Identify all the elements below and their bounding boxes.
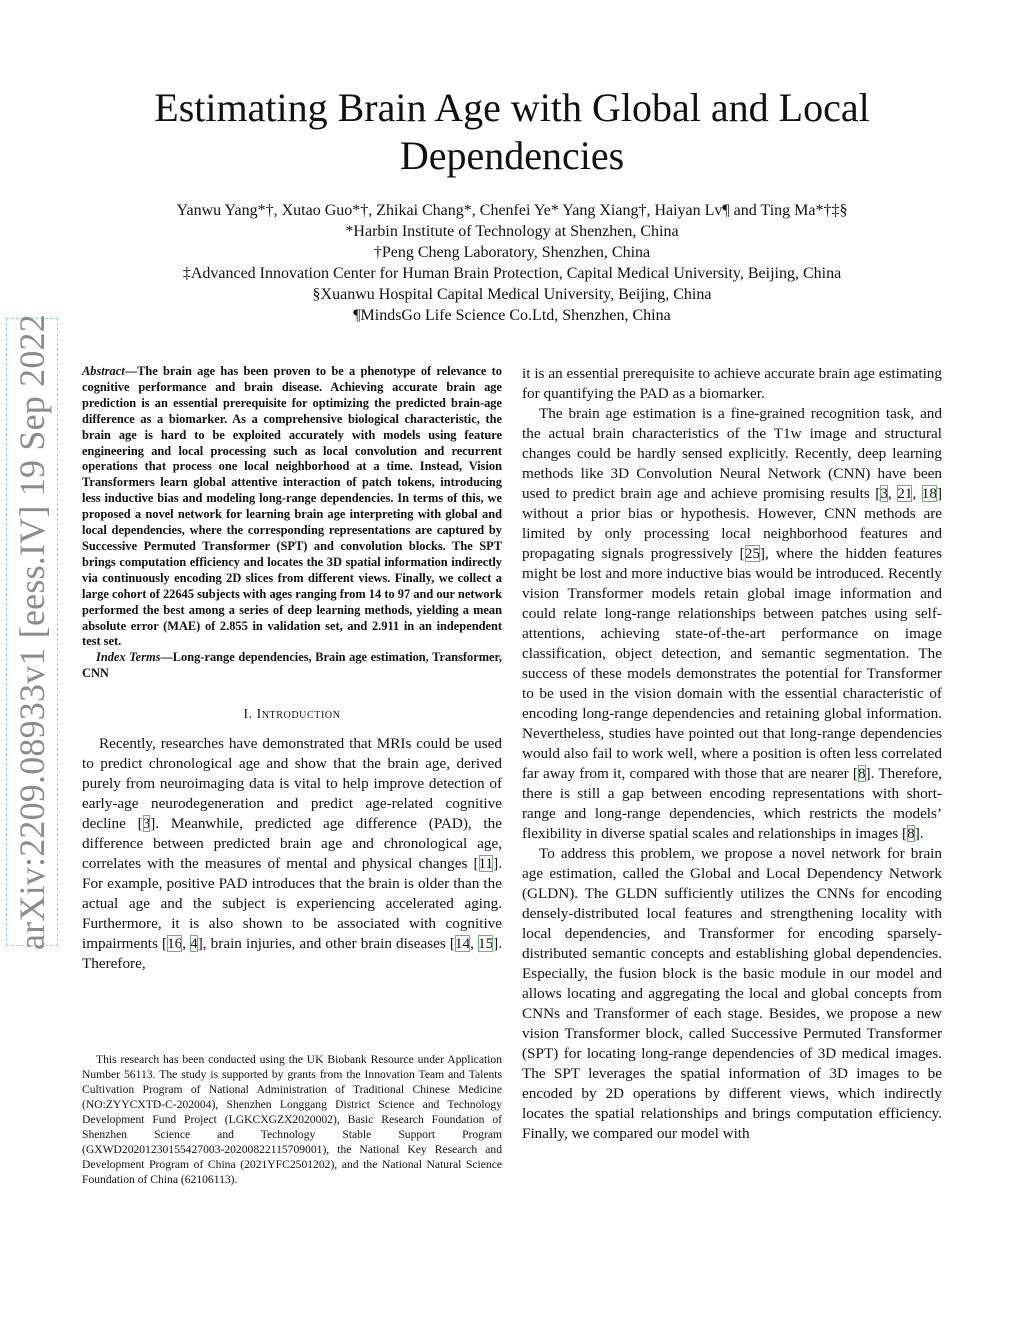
- paper-title: Estimating Brain Age with Global and Local Dependencies: [154, 85, 870, 178]
- citation-link[interactable]: 4: [190, 935, 198, 953]
- citation-link[interactable]: 11: [478, 855, 494, 873]
- citation-link[interactable]: 8: [907, 825, 915, 842]
- affiliation-2: †Peng Cheng Laboratory, Shenzhen, China: [373, 244, 651, 261]
- text-run: ], brain injuries, and other brain diseases [: [197, 935, 455, 953]
- authors-line: [90, 200, 934, 221]
- citation-link[interactable]: 16: [167, 935, 183, 953]
- text-run: ]. For example, positive PAD introduces that the brain is older than the actual age and the subject is experiencing accelerated aging. Furthermore, it is also shown to be associated with cognitive impairments [: [82, 855, 502, 953]
- text-run: ], where the hidden features might be lost and more inductive bias would be introduced. Recently vision Transformer models retain global image information and could relate long-range relationships between patches using self-attentions, achieving state-of-the-art performance on image classification, object detection, and semantic segmentation. The success of these models demonstrates the potential for Transformer to be used in the vision domain with the essential characteristic of encoding long-range dependencies and retaining global information. Nevertheless, studies have pointed out that long-range dependencies would also fail to work well, where a position is often less correlated far away from it, compared with those that are nearer [: [522, 545, 942, 782]
- text-run: ,: [470, 935, 478, 953]
- author-block: [90, 200, 934, 326]
- affiliation-5: ¶MindsGo Life Science Co.Ltd, Shenzhen, China: [353, 307, 671, 324]
- index-terms-label: Index Terms: [96, 650, 161, 665]
- intro-paragraph-3: To address this problem, we propose a novel network for brain age estimation, called the Global and Local Dependency Network (GLDN). The GLDN sufficiently utilizes the CNNs for encoding densely-distributed local features and strengthening locality with local dependencies, and Transformer for encoding sparsely-distributed semantic concepts and establishing global dependencies. Especially, the fusion block is the basic module in our model and allows locating and aggregating the local and global concepts from CNNs and Transformer of each stage. Besides, we propose a new vision Transformer block, called Successive Permuted Transformer (SPT) for locating long-range dependencies of 3D medical images. The SPT leverages the spatial information of 3D images to be encoded by 2D operations by different views, which indirectly locates the spatial relationships and brings computation efficiency. Finally, we compared our model with: [522, 845, 942, 1142]
- index-terms-text: —Long-range dependencies, Brain age estimation, Transformer, CNN: [82, 650, 502, 681]
- text-run: ]. Therefore, there is still a gap between encoding representations with short-range and long-range dependencies, which restricts the models’ flexibility in diverse spatial scales and relationships in images [: [522, 765, 942, 842]
- citation-link[interactable]: 25: [744, 545, 760, 562]
- abstract-label: Abstract: [82, 364, 125, 378]
- text-run: ,: [887, 485, 898, 502]
- authors-text: Yanwu Yang*†, Xutao Guo*†, Zhikai Chang*, Chenfei Ye* Yang Xiang†, Haiyan Lv¶ and Ting Ma*†‡§: [176, 202, 848, 219]
- index-terms: [82, 650, 502, 682]
- text-run: ,: [182, 935, 191, 953]
- affiliation-3: ‡Advanced Innovation Center for Human Brain Protection, Capital Medical University, Beijing, China: [182, 265, 842, 282]
- text-run: The brain age estimation is a fine-grained recognition task, and the actual brain characteristics of the T1w image and structural changes could be hardly sensed explicitly. Recently, deep learning methods like 3D Convolution Neural Network (CNN) have been used to predict brain age and achieve promising results [: [522, 405, 942, 502]
- citation-link[interactable]: 15: [477, 935, 494, 953]
- citation-link[interactable]: 3: [880, 485, 888, 502]
- affiliation-1: *Harbin Institute of Technology at Shenzhen, China: [345, 223, 679, 240]
- citation-link[interactable]: 3: [142, 815, 151, 833]
- right-column: [522, 364, 942, 1144]
- intro-paragraph-continued: it is an essential prerequisite to achieve accurate brain age estimating for quantifying the PAD as a biomarker.: [522, 365, 942, 402]
- affiliation-4: §Xuanwu Hospital Capital Medical University, Beijing, China: [312, 286, 712, 303]
- arxiv-identifier-sidebar[interactable]: [6, 314, 58, 950]
- section-heading-introduction: I. Introduction: [243, 706, 341, 722]
- text-run: ,: [912, 485, 922, 502]
- citation-link[interactable]: 14: [454, 935, 471, 953]
- citation-link[interactable]: 21: [897, 485, 913, 502]
- arxiv-identifier-text: arXiv:2209.08933v1 [eess.IV] 19 Sep 2022: [12, 314, 53, 950]
- citation-link[interactable]: 18: [921, 485, 937, 502]
- text-run: ] without a prior bias or hypothesis. However, CNN methods are limited by only processing local neighborhood features and propagating signals progressively [: [522, 485, 942, 562]
- abstract: [82, 364, 502, 650]
- abstract-text: —The brain age has been proven to be a phenotype of relevance to cognitive performance and brain disease. Achieving accurate brain age prediction is an essential prerequisite for optimizing the predicted brain-age difference as a biomarker. As a comprehensive biological characteristic, the brain age is hard to be exploited accurately with models using feature engineering and local processing such as local convolution and recurrent operations that process one local neighborhood at a time. Instead, Vision Transformers learn global attentive interaction of patch tokens, introducing less inductive bias and modeling long-range dependencies. In terms of this, we proposed a novel network for learning brain age interpreting with global and local dependencies, where the corresponding representations are captured by Successive Permuted Transformer (SPT) and convolution blocks. The SPT brings computation efficiency and locates the 3D spatial information indirectly via continuously encoding 2D slices from different views. Finally, we collect a large cohort of 22645 subjects with ages ranging from 14 to 97 and our network performed the best among a series of deep learning methods, yielding a mean absolute error (MAE) of 2.855 in validation set, and 2.911 in an independent test set.: [82, 364, 502, 649]
- intro-paragraph-2: [522, 404, 942, 844]
- left-column: [82, 364, 502, 974]
- intro-paragraph-1: [82, 734, 502, 974]
- citation-link[interactable]: 8: [857, 765, 866, 782]
- text-run: ]. Therefore,: [82, 935, 503, 973]
- text-run: Recently, researches have demonstrated that MRIs could be used to predict chronological age and show that the brain age, derived purely from neuroimaging data is vital to help improve detection of early-age neurodegeneration and predict age-related cognitive decline [: [82, 735, 502, 833]
- text-run: ].: [914, 825, 924, 842]
- footnote-funding: This research has been conducted using the UK Biobank Resource under Application Number 56113. The study is supported by grants from the Innovation Team and Talents Cultivation Program of National Administration of Traditional Chinese Medicine (NO:ZYYCXTD-C-202004), Shenzhen Longgang District Science and Technology Development Fund Project (LGKCXGZX2020002), Basic Research Foundation of Shenzhen Science and Technology Stable Support Program (GXWD20201230155427003-20200822115709001), the National Key Research and Development Program of China (2021YFC2501202), and the National Natural Science Foundation of China (62106113).: [82, 1053, 502, 1186]
- text-run: ]. Meanwhile, predicted age difference (PAD), the difference between predicted brain age and chronological age, correlates with the measures of mental and physical changes [: [82, 815, 502, 873]
